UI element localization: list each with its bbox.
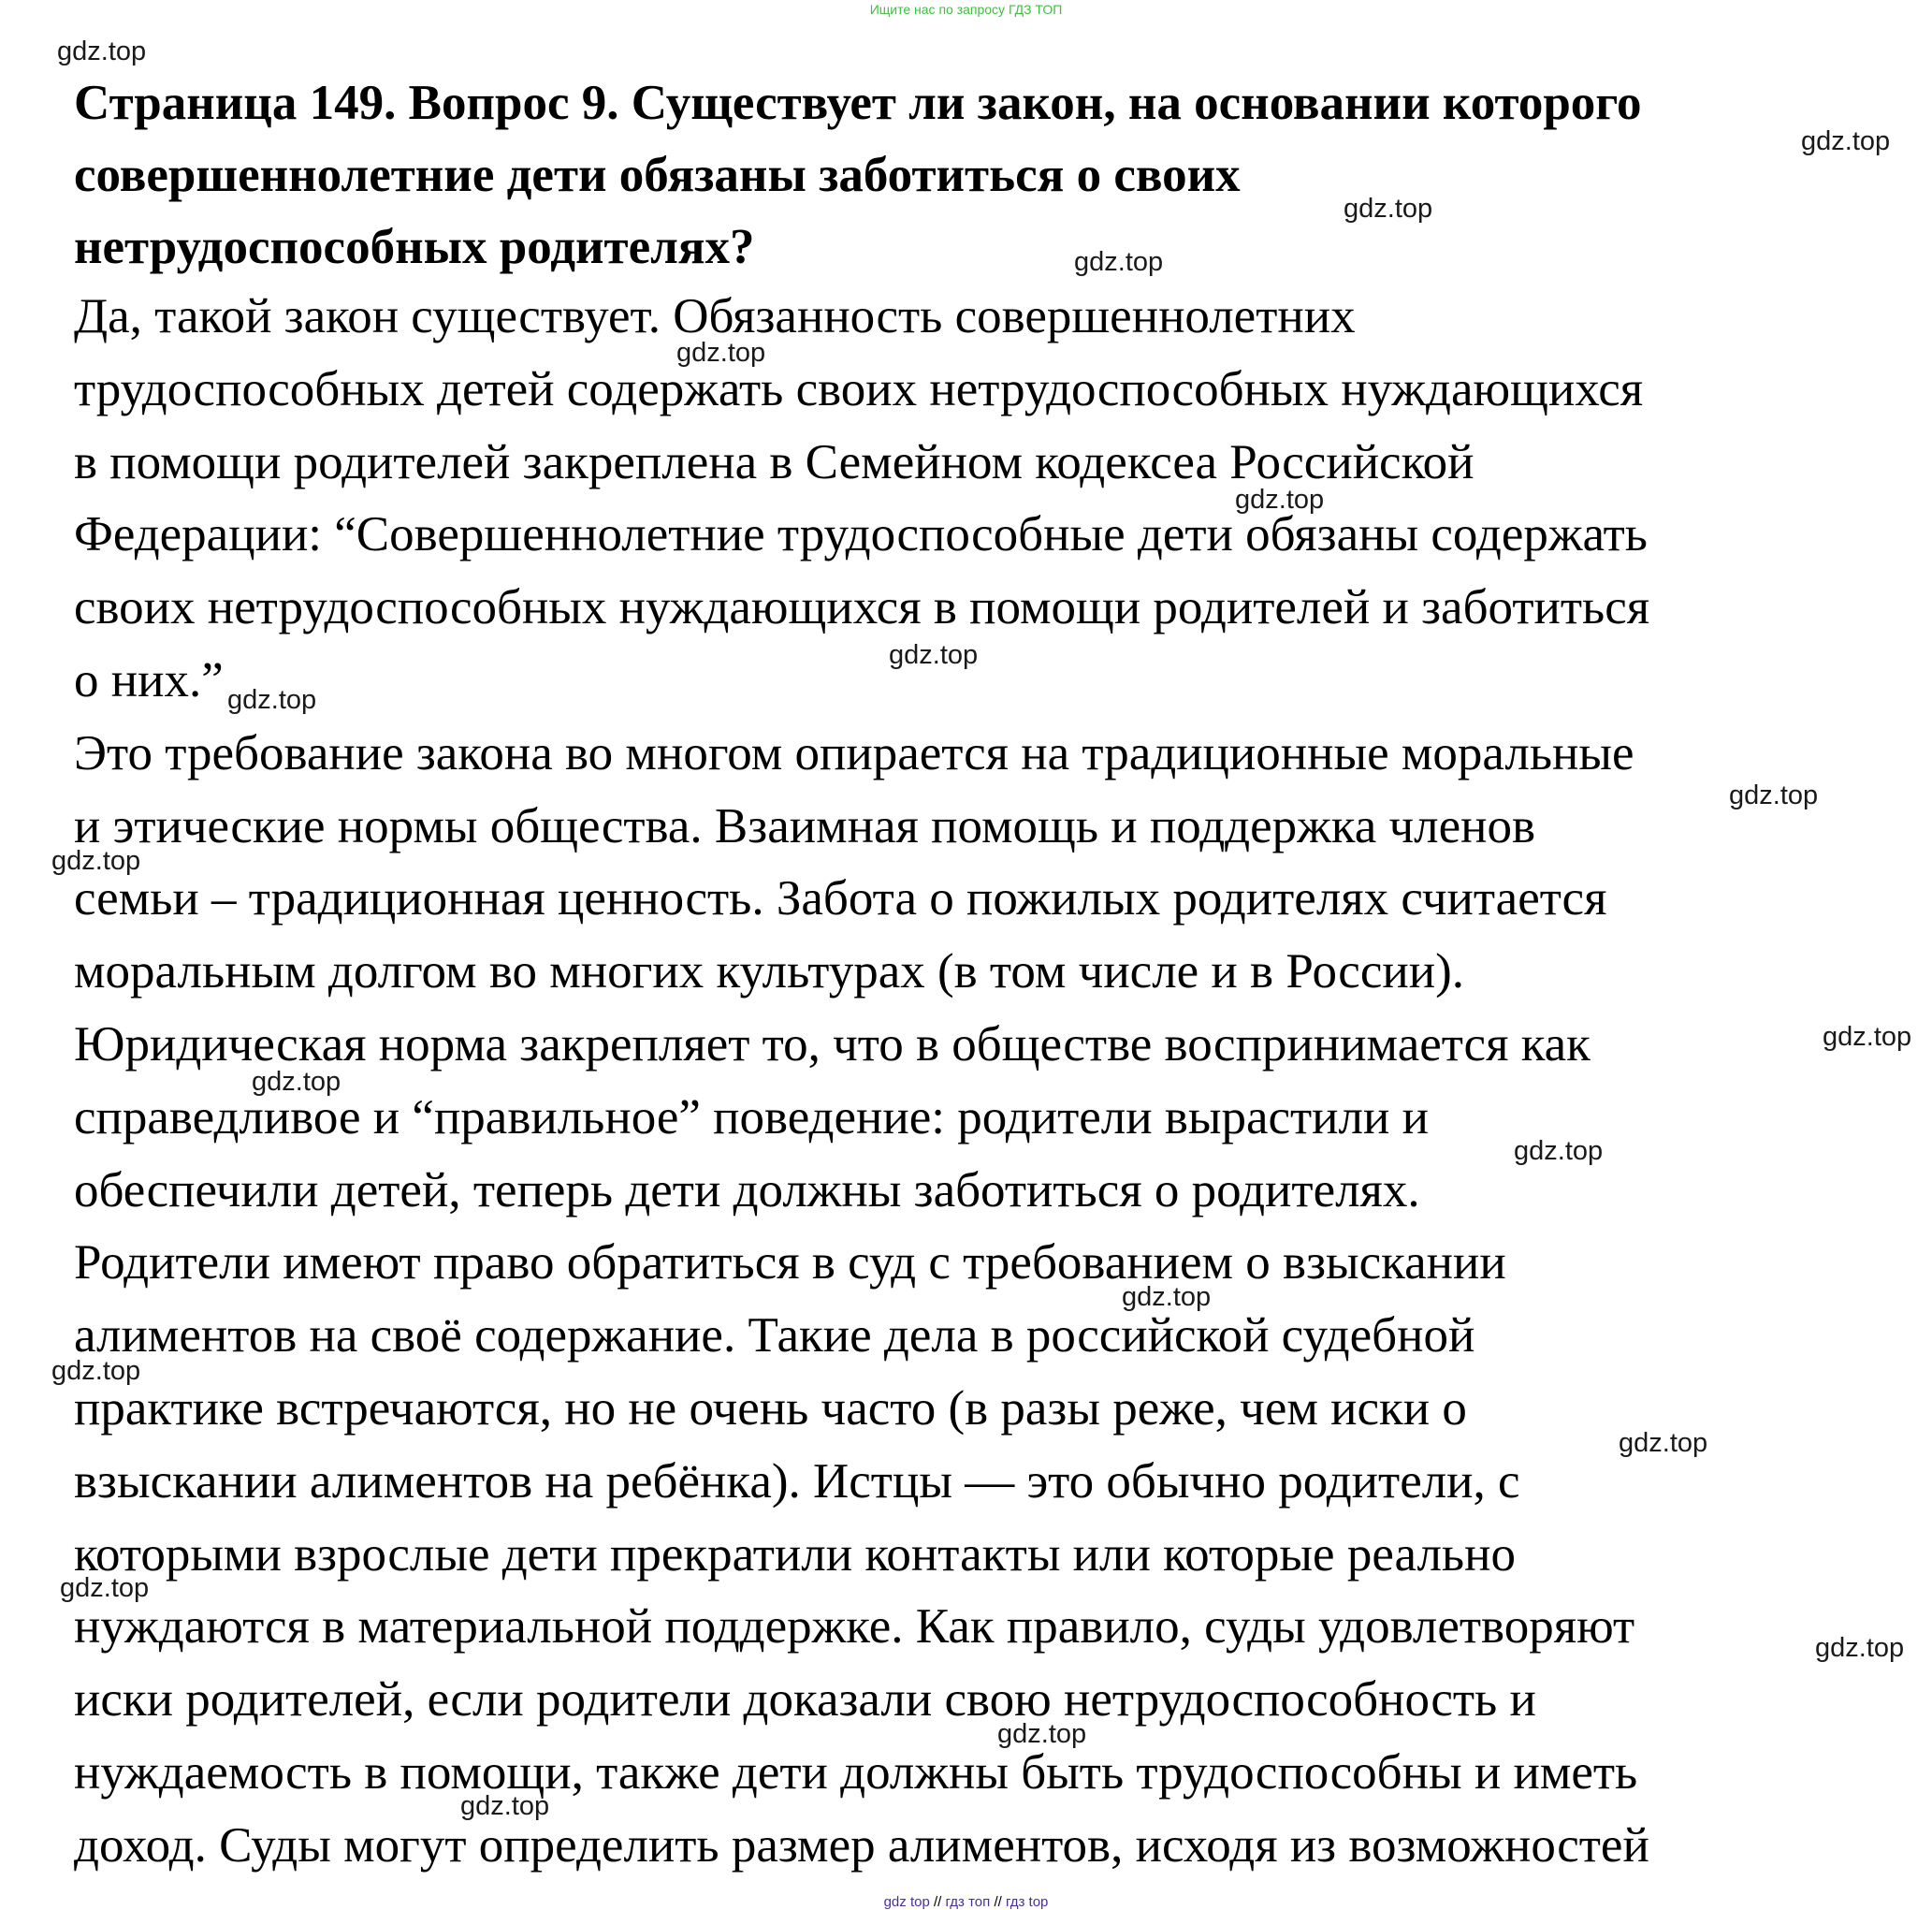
watermark: gdz.top [51,1356,141,1386]
answer-line: практике встречаются, но не очень часто (в разы реже, чем иски о [74,1380,1467,1436]
answer-line: нуждаемость в помощи, также дети должны быть трудоспособны и иметь [74,1744,1638,1800]
title-line: совершеннолетние дети обязаны заботиться о своих [74,148,1241,202]
answer-line: семьи – традиционная ценность. Забота о пожилых родителях считается [74,871,1607,926]
watermark: gdz.top [1619,1428,1708,1458]
answer-line: Да, такой закон существует. Обязанность совершеннолетних [74,289,1356,343]
title-line: нетрудоспособных родителях? [74,220,755,274]
watermark: gdz.top [1122,1282,1212,1312]
answer-line: взыскании алиментов на ребёнка). Истцы — это обычно родители, с [74,1453,1520,1509]
watermark: gdz.top [252,1067,341,1097]
page-title [74,67,1833,284]
answer-line: о них.” [74,652,224,707]
answer-line: обеспечили детей, теперь дети должны заботиться о родителях. [74,1162,1420,1217]
footer-link-gdz-top[interactable]: gdz top [883,1894,930,1910]
banner-text: Ищите нас по запросу ГДЗ ТОП [869,2,1063,17]
footer-separator: // [994,1894,1002,1910]
watermark: gdz.top [51,846,141,876]
answer-line: доход. Суды могут определить размер алиментов, исходя из возможностей [74,1817,1649,1873]
watermark: gdz.top [676,338,766,368]
answer-line: моральным долгом во многих культурах (в том числе и в России). [74,944,1464,999]
title-line: Страница 149. Вопрос 9. Существует ли закон, на основании которого [74,76,1642,130]
footer-link-gdz-top-mixed[interactable]: гдз top [1005,1894,1049,1910]
answer-line: Федерации: “Совершеннолетние трудоспособные дети обязаны содержать [74,507,1648,562]
watermark: gdz.top [60,1573,150,1603]
answer-line: справедливое и “правильное” поведение: родители вырастили и [74,1089,1429,1145]
watermark: gdz.top [1074,247,1164,277]
answer-line: в помощи родителей закреплена в Семейном кодексеа Российской [74,434,1474,489]
watermark: gdz.top [57,36,147,66]
top-banner [0,0,1932,19]
answer-line: нуждаются в материальной поддержке. Как правило, суды удовлетворяют [74,1599,1635,1655]
watermark: gdz.top [1823,1022,1912,1052]
answer-line: иски родителей, если родители доказали свою нетрудоспособность и [74,1672,1536,1728]
answer-line: трудоспособных детей содержать своих нетрудоспособных нуждающихся [74,361,1644,416]
answer-text [74,281,1880,1883]
watermark: gdz.top [889,640,979,670]
watermark: gdz.top [1514,1136,1604,1166]
watermark: gdz.top [1729,780,1819,810]
footer-link-gdz-top-ru[interactable]: гдз топ [945,1894,991,1910]
answer-line: Это требование закона во многом опирается на традиционные моральные [74,725,1634,780]
watermark: gdz.top [1235,485,1325,515]
answer-line: Юридическая норма закрепляет то, что в обществе воспринимается как [74,1016,1591,1072]
answer-line: алиментов на своё содержание. Такие дела в российской судебной [74,1308,1475,1363]
watermark: gdz.top [460,1791,550,1821]
watermark: gdz.top [997,1719,1087,1749]
answer-line: Родители имеют право обратиться в суд с требованием о взыскании [74,1235,1506,1290]
answer-line: и этические нормы общества. Взаимная помощь и поддержка членов [74,798,1536,853]
footer-separator: // [933,1894,942,1910]
watermark: gdz.top [1801,126,1891,156]
watermark: gdz.top [1344,194,1433,224]
watermark: gdz.top [1815,1633,1905,1663]
footer-links [0,1894,1932,1910]
answer-line: которыми взрослые дети прекратили контакты или которые реально [74,1526,1516,1582]
watermark: gdz.top [227,685,317,715]
answer-line: своих нетрудоспособных нуждающихся в помощи родителей и заботиться [74,580,1650,635]
